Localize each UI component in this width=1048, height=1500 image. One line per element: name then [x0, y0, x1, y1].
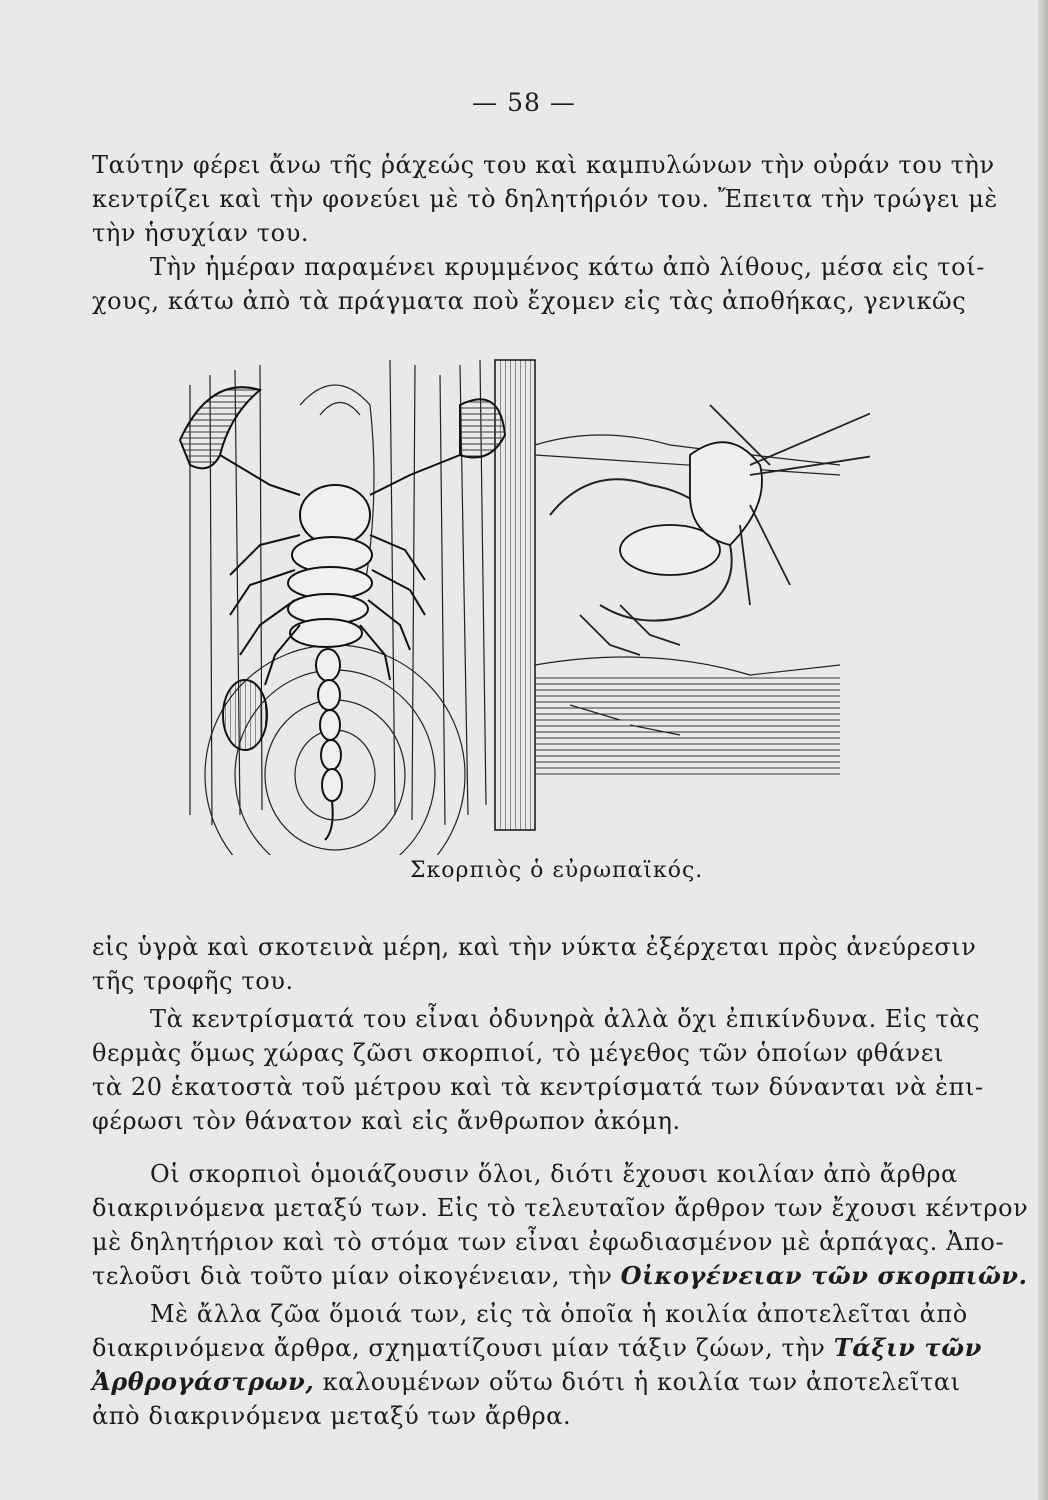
text-line: Τὰ κεντρίσματά του εἶναι ὀδυνηρὰ ἀλλὰ ὄχι ἐπικίνδυνα. Εἰς τὰς: [150, 1005, 981, 1033]
text-line: [92, 1365, 1042, 1399]
text-span: τελοῦσι διὰ τοῦτο μίαν οἰκογένειαν, τὴν: [92, 1262, 621, 1290]
text-line: μὲ δηλητήριον καὶ τὸ στόμα των εἶναι ἐφωδιασμένον μὲ ἁρπάγας. Ἀπο-: [92, 1228, 1005, 1256]
text-line: φέρωσι τὸν θάνατον καὶ εἰς ἄνθρωπον ἀκόμη.: [92, 1107, 681, 1135]
emphasized-term: Ἀρθρογάστρων,: [92, 1367, 315, 1396]
paragraph-3: [92, 1157, 1042, 1293]
text-line: Τὴν ἡμέραν παραμένει κρυμμένος κάτω ἀπὸ λίθους, μέσα εἰς τοί-: [150, 253, 985, 281]
text-span: διακρινόμενα ἄρθρα, σχηματίζουσι μίαν τάξιν ζώων, τὴν: [92, 1334, 834, 1362]
text-line: χους, κάτω ἀπὸ τὰ πράγματα ποὺ ἔχομεν εἰς τὰς ἀποθήκας, γενικῶς: [92, 287, 967, 315]
text-line: τὴν ἡσυχίαν του.: [92, 219, 310, 247]
text-span: καλουμένων οὕτω διότι ἡ κοιλία των ἀποτελεῖται: [314, 1368, 961, 1396]
text-line: Μὲ ἄλλα ζῶα ὅμοιά των, εἰς τὰ ὁποῖα ἡ κοιλία ἀποτελεῖται ἀπὸ: [150, 1300, 968, 1328]
scorpion-illustration: [150, 345, 870, 855]
text-line: τῆς τροφῆς του.: [92, 967, 294, 995]
figure-caption: Σκορπιὸς ὁ εὐρωπαϊκός.: [410, 858, 704, 883]
emphasized-term: Οἰκογένειαν τῶν σκορπιῶν.: [620, 1261, 1028, 1290]
text-line: Οἱ σκορπιοὶ ὁμοιάζουσιν ὅλοι, διότι ἔχουσι κοιλίαν ἀπὸ ἄρθρα: [150, 1160, 958, 1188]
paragraph-4: [92, 1297, 1042, 1433]
text-line: εἰς ὑγρὰ καὶ σκοτεινὰ μέρη, καὶ τὴν νύκτα ἐξέρχεται πρὸς ἀνεύρεσιν: [92, 933, 977, 961]
scorpion-figure: [180, 387, 505, 840]
text-line: τὰ 20 ἑκατοστὰ τοῦ μέτρου καὶ τὰ κεντρίσματά των δύνανται νὰ ἐπι-: [92, 1073, 984, 1101]
text-line: κεντρίζει καὶ τὴν φονεύει μὲ τὸ δηλητήριόν του. Ἔπειτα τὴν τρώγει μὲ: [92, 185, 998, 213]
text-line: ἀπὸ διακρινόμενα μεταξύ των ἄρθρα.: [92, 1402, 572, 1430]
paragraph-2: [92, 1002, 1042, 1138]
text-line: διακρινόμενα μεταξύ των. Εἰς τὸ τελευταῖον ἄρθρον των ἔχουσι κέντρον: [92, 1194, 1029, 1222]
page-number: — 58 —: [472, 88, 576, 117]
text-line: [92, 1259, 1042, 1293]
top-paragraphs: [92, 148, 1042, 318]
text-line: [92, 1331, 1042, 1365]
text-line: Ταύτην φέρει ἄνω τῆς ῥάχεώς του καὶ καμπυλώνων τὴν οὐράν του τὴν: [92, 151, 995, 179]
paragraph-1: [92, 930, 1042, 998]
text-line: θερμὰς ὅμως χώρας ζῶσι σκορπιοί, τὸ μέγεθος τῶν ὁποίων φθάνει: [92, 1039, 944, 1067]
emphasized-term: Τάξιν τῶν: [833, 1333, 982, 1362]
prey-scene: [535, 405, 870, 775]
